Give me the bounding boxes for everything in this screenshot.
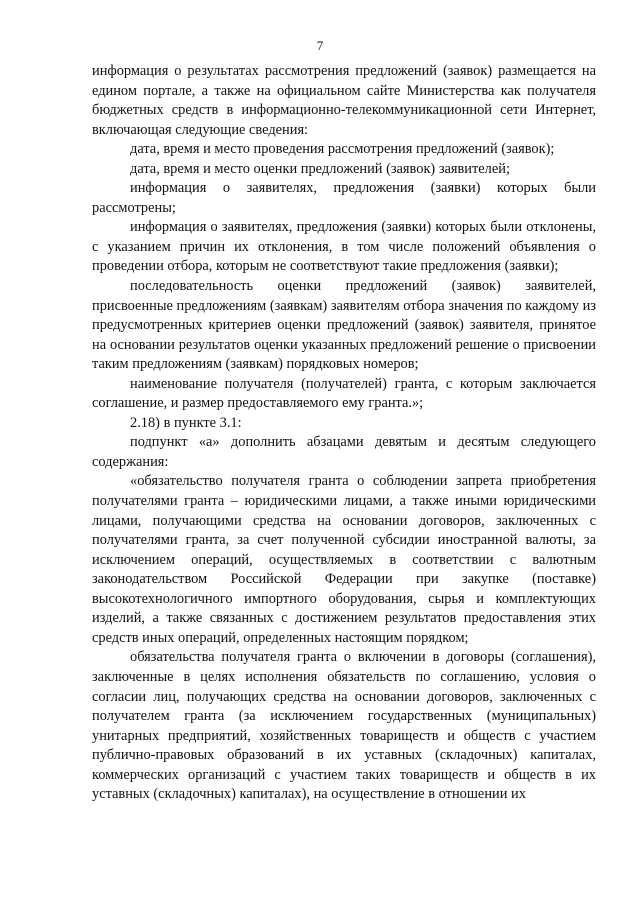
paragraph: обязательства получателя гранта о включении в договоры (соглашения), заключенные в целях исполнения обязательств по соглашению, условия о согласии лиц, получающих средства на основании договоров, заключенных с получателем гранта (за исключением государственных (муниципальных) унитарных предприятий, хозяйственных товариществ и обществ с участием публично-правовых образований в их уставных (складочных) капиталах, коммерческих организаций с участием таких товариществ и обществ в их уставных (складочных) капиталах), на осуществление в отношении их <box>92 649 596 803</box>
paragraph: «обязательство получателя гранта о соблюдении запрета приобретения получателями гранта – юридическими лицами, а также иными юридическими лицами, получающими средства на основании договоров, заключенных с получателями гранта, за счет полученной субсидии иностранной валюты, за исключением операций, осуществляемых в соответствии с валютным законодательством Российской Федерации при закупке (поставке) высокотехнологичного импортного оборудования, сырья и комплектующих изделий, а также связанных с достижением результатов предоставления этих средств иных операций, определенных настоящим порядком; <box>92 473 596 646</box>
paragraph: информация о результатах рассмотрения предложений (заявок) размещается на едином портале, а также на официальном сайте Министерства как получателя бюджетных средств в информационно-телекоммуникационной сети Интернет, включающая следующие сведения: <box>92 63 596 138</box>
paragraph: информация о заявителях, предложения (заявки) которых были рассмотрены; <box>92 180 596 216</box>
paragraph: 2.18) в пункте 3.1: <box>130 414 242 431</box>
paragraph: наименование получателя (получателей) гранта, с которым заключается соглашение, и размер предоставляемого ему гранта.»; <box>92 375 596 412</box>
document-body <box>92 62 596 805</box>
paragraph: подпункт «а» дополнить абзацами девятым и десятым следующего содержания: <box>92 434 596 470</box>
paragraph: дата, время и место оценки предложений (заявок) заявителей; <box>130 160 510 177</box>
paragraph: последовательность оценки предложений (заявок) заявителей, присвоенные предложениям (заявкам) заявителям отбора значения по каждому из предусмотренных критериев оценки предложений (заявок) заявителя, принятое на основании результатов оценки указанных предложений решение о присвоении таким предложениям (заявкам) порядковых номеров; <box>92 278 596 373</box>
paragraph: информация о заявителях, предложения (заявки) которых были отклонены, с указанием причин их отклонения, в том числе положений объявления о проведении отбора, которым не соответствуют такие предложения (заявки); <box>92 219 596 275</box>
paragraph: дата, время и место проведения рассмотрения предложений (заявок); <box>130 141 555 158</box>
page-number: 7 <box>316 38 324 53</box>
